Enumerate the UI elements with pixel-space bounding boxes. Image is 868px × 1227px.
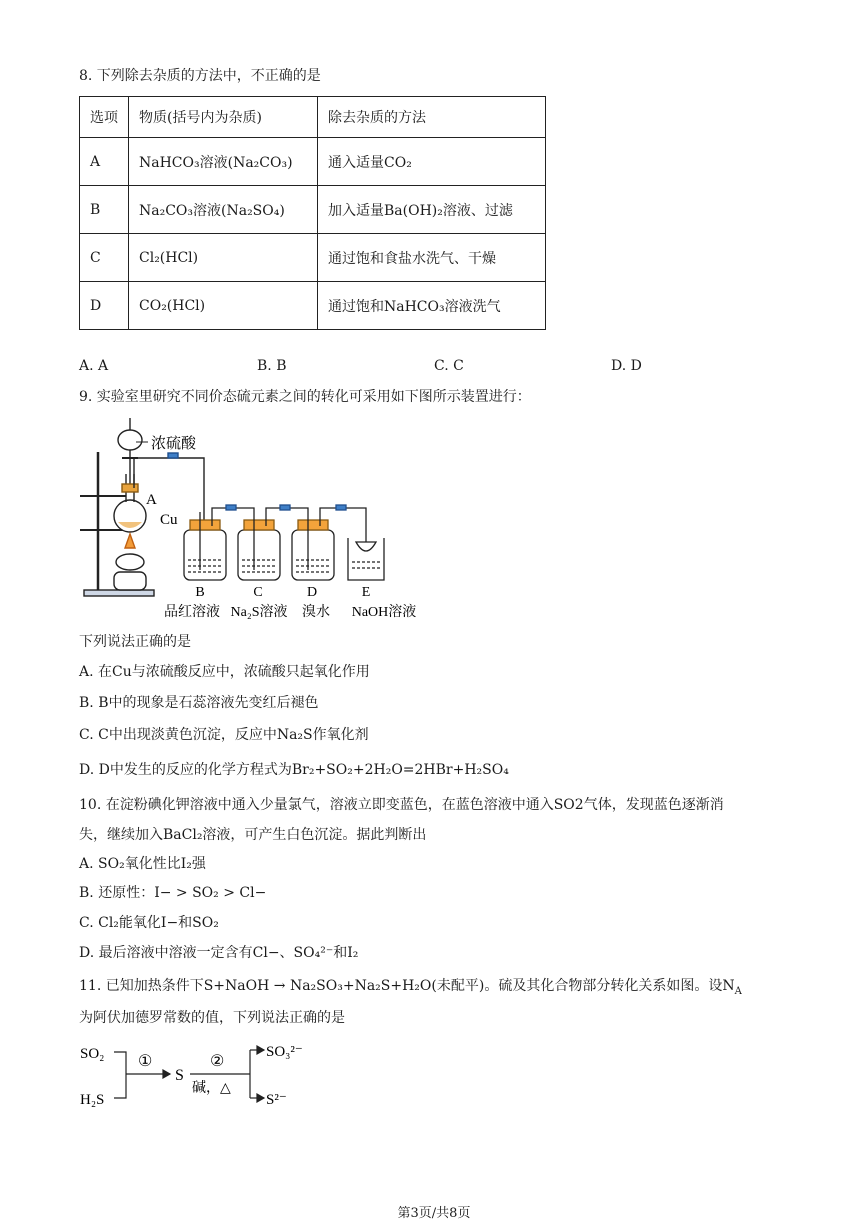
bottle-letter-d: D [306, 585, 318, 600]
table-row [80, 282, 546, 330]
q10-option-d: D. 最后溶液中溶液一定含有Cl−、SO₄²⁻和I₂ [79, 945, 359, 961]
q10-option-c: C. Cl₂能氧化I−和SO₂ [79, 915, 219, 931]
answer-a: A. A [79, 358, 109, 374]
bottle-letter-b: B [195, 585, 205, 600]
bottle-letter-c: C [253, 585, 263, 600]
q10-stem-line2: 失，继续加入BaCl₂溶液，可产生白色沉淀。据此判断出 [79, 827, 427, 843]
row-option: A [80, 138, 129, 186]
row-method: 通过饱和NaHCO₃溶液洗气 [318, 282, 546, 330]
q11-stem-subscript: A [734, 985, 742, 997]
product-top: SO₃²⁻ [266, 1044, 303, 1060]
answer-d: D. D [611, 358, 642, 374]
q9-option-b: B. B中的现象是石蕊溶液先变红后褪色 [79, 695, 319, 711]
step-two-marker: ② [210, 1053, 225, 1070]
row-option: C [80, 234, 129, 282]
row-option: B [80, 186, 129, 234]
row-substance: Na₂CO₃溶液(Na₂SO₄) [129, 186, 318, 234]
table-header-row [80, 97, 546, 138]
q9-option-c: C. C中出现淡黄色沉淀，反应中Na₂S作氧化剂 [79, 727, 369, 743]
header-method: 除去杂质的方法 [318, 97, 546, 138]
conversion-scheme [78, 1036, 318, 1112]
bottle-content-c: Na₂S溶液 [230, 605, 288, 620]
step-one-marker: ① [138, 1053, 153, 1070]
table-row [80, 138, 546, 186]
q11-stem-line2: 为阿伏加德罗常数的值，下列说法正确的是 [79, 1010, 345, 1026]
q11-stem-text: 11. 已知加热条件下S+NaOH → Na₂SO₃+Na₂S+H₂O(未配平)。硫及其化合物部分转化关系如图。设N [79, 978, 735, 994]
table-row [80, 186, 546, 234]
q10-option-b: B. 还原性：I− > SO₂ > Cl− [79, 885, 267, 901]
table-row [80, 234, 546, 282]
q9-option-d: D. D中发生的反应的化学方程式为Br₂+SO₂+2H₂O=2HBr+H₂SO₄ [79, 762, 509, 778]
page-footer: 第3页/共8页 [397, 1206, 471, 1221]
reactant-bottom: H₂S [80, 1092, 105, 1108]
product-bottom: S²⁻ [266, 1092, 287, 1108]
q8-stem: 8. 下列除去杂质的方法中，不正确的是 [79, 68, 321, 84]
q9-prompt: 下列说法正确的是 [79, 634, 191, 650]
bottle-content-d: 溴水 [302, 605, 330, 620]
row-option: D [80, 282, 129, 330]
metal-label: Cu [160, 512, 178, 528]
answer-c: C. C [434, 358, 464, 374]
row-substance: CO₂(HCl) [129, 282, 318, 330]
header-option: 选项 [80, 97, 129, 138]
bottle-content-b: 品红溶液 [164, 605, 220, 620]
header-substance: 物质(括号内为杂质) [129, 97, 318, 138]
row-method: 通入适量CO₂ [318, 138, 546, 186]
q9-option-a: A. 在Cu与浓硫酸反应中，浓硫酸只起氧化作用 [79, 664, 370, 680]
acid-label: 浓硫酸 [151, 436, 197, 452]
reaction-condition: 碱，△ [192, 1081, 231, 1096]
row-substance: NaHCO₃溶液(Na₂CO₃) [129, 138, 318, 186]
answer-b: B. B [257, 358, 287, 374]
reactant-top: SO₂ [80, 1046, 105, 1062]
intermediate-s: S [175, 1067, 184, 1084]
q10-option-a: A. SO₂氧化性比I₂强 [79, 856, 206, 872]
row-method: 通过饱和食盐水洗气、干燥 [318, 234, 546, 282]
bottle-content-e: NaOH溶液 [351, 605, 417, 620]
q10-stem-line1: 10. 在淀粉碘化钾溶液中通入少量氯气，溶液立即变蓝色，在蓝色溶液中通入SO2气体，发现蓝色逐渐消 [79, 797, 724, 813]
flask-label: A [146, 492, 157, 508]
apparatus-figure [76, 412, 436, 627]
q11-stem-line1 [79, 976, 742, 1002]
q8-table [79, 96, 546, 330]
row-substance: Cl₂(HCl) [129, 234, 318, 282]
bottle-letter-e: E [361, 585, 371, 600]
q9-stem: 9. 实验室里研究不同价态硫元素之间的转化可采用如下图所示装置进行： [79, 389, 531, 405]
row-method: 加入适量Ba(OH)₂溶液、过滤 [318, 186, 546, 234]
